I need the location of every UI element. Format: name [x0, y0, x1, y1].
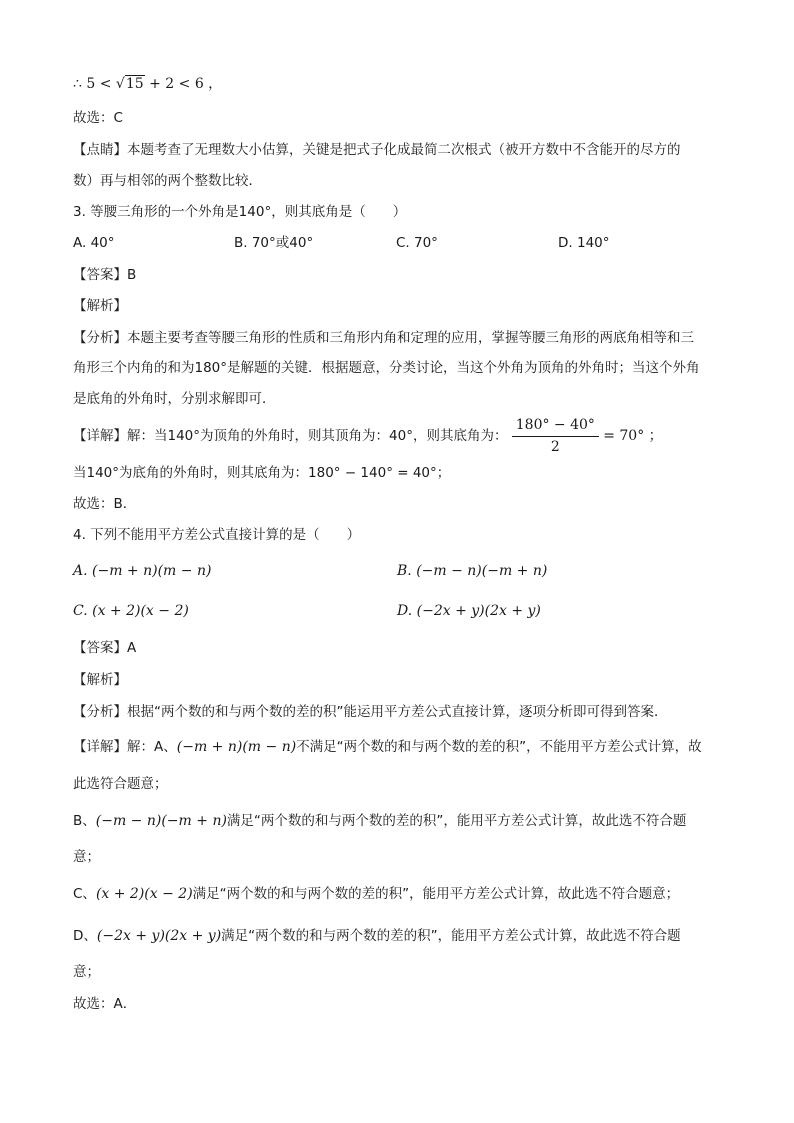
q4-conclusion: 故选：A． [73, 996, 137, 1012]
q4-option-c: C. (x + 2)(x − 2) [73, 603, 189, 619]
q4-detail-a-line-1 [73, 737, 702, 757]
q3-option-b: B. 70°或40° [234, 235, 314, 251]
sqrt-symbol: √ [115, 76, 125, 92]
q4-detail-a-line-2: 此选符合题意； [73, 776, 168, 792]
q4-detail-c-line [73, 884, 679, 904]
q3-option-a: A. 40° [73, 235, 115, 251]
q4-answer: 【答案】A [73, 640, 137, 656]
q4-detail-d-line-1 [73, 926, 681, 946]
q4-detail-c-expr: (x + 2)(x − 2) [95, 886, 193, 902]
q4-option-b: B. (−m − n)(−m + n) [397, 563, 548, 579]
prev-comment-line-1: 【点睛】本题考查了无理数大小估算，关键是把式子化成最简二次根式（被开方数中不含能开的尽方的 [73, 142, 681, 158]
q4-detail-b-prefix: B、 [73, 813, 96, 829]
q4-detail-b-text: 满足“两个数的和与两个数的差的积”，能用平方差公式计算，故此选不符合题 [226, 813, 687, 829]
q3-conclusion: 故选：B． [73, 496, 137, 512]
q3-detail-prefix: 【详解】解：当140°为顶角的外角时，则其顶角为：40°，则其底角为： [73, 428, 508, 444]
inequality-prefix: ∴ 5 < [73, 76, 116, 92]
q4-analysis-label: 【解析】 [73, 672, 127, 688]
q3-detail-line-2: 当140°为底角的外角时，则其底角为：180° − 140° = 40°； [73, 465, 451, 481]
q4-detail-d-text: 满足“两个数的和与两个数的差的积”，能用平方差公式计算，故此选不符合题 [221, 928, 681, 944]
inequality-rest: + 2 < 6 ， [144, 76, 223, 92]
q3-detail-suffix: = 70° ； [603, 428, 663, 444]
q4-detail-b-expr: (−m − n)(−m + n) [95, 813, 227, 829]
q4-detail-b-line-2: 意； [73, 849, 100, 865]
q4-detail-a-prefix: 【详解】解：A、 [73, 739, 177, 755]
q3-fraction-denominator: 2 [550, 438, 560, 455]
q4-detail-d-line-2: 意； [73, 964, 100, 980]
q3-analysis-line-1: 【分析】本题主要考查等腰三角形的性质和三角形内角和定理的应用，掌握等腰三角形的两底角相等和三 [73, 330, 694, 346]
q3-analysis-line-3: 是底角的外角时，分别求解即可． [73, 391, 276, 407]
q4-analysis-line: 【分析】根据“两个数的和与两个数的差的积”能运用平方差公式直接计算，逐项分析即可得到答案． [73, 704, 668, 720]
q4-option-d: D. (−2x + y)(2x + y) [397, 603, 541, 619]
q4-detail-d-prefix: D、 [73, 928, 97, 944]
q3-fraction [512, 417, 599, 456]
q3-detail-line-1 [73, 416, 663, 456]
q4-stem: 4. 下列不能用平方差公式直接计算的是（ ） [73, 527, 361, 543]
q4-detail-d-expr: (−2x + y)(2x + y) [96, 928, 222, 944]
q4-detail-c-text: 满足“两个数的和与两个数的差的积”，能用平方差公式计算，故此选不符合题意； [192, 886, 680, 902]
q4-detail-c-prefix: C、 [73, 886, 96, 902]
q3-option-d: D. 140° [558, 235, 610, 251]
q3-answer: 【答案】B [73, 267, 137, 283]
q4-detail-a-text: 不满足“两个数的和与两个数的差的积”，不能用平方差公式计算，故 [296, 739, 702, 755]
prev-answer-line: 故选：C [73, 110, 123, 126]
q4-option-a: A. (−m + n)(m − n) [73, 563, 212, 579]
q3-stem: 3. 等腰三角形的一个外角是140°，则其底角是（ ） [73, 204, 407, 220]
q3-option-c: C. 70° [396, 235, 438, 251]
q4-detail-b-line-1 [73, 811, 686, 831]
inequality-line [73, 74, 222, 94]
prev-comment-line-2: 数）再与相邻的两个整数比较． [73, 173, 262, 189]
sqrt-radicand: 15 [125, 76, 144, 92]
q3-analysis-label: 【解析】 [73, 298, 127, 314]
q4-detail-a-expr: (−m + n)(m − n) [176, 739, 297, 755]
q3-fraction-numerator: 180° − 40° [512, 417, 599, 437]
q3-analysis-line-2: 角形三个内角的和为180°是解题的关键．根据题意，分类讨论，当这个外角为顶角的外角时；当这个外角 [73, 360, 700, 376]
